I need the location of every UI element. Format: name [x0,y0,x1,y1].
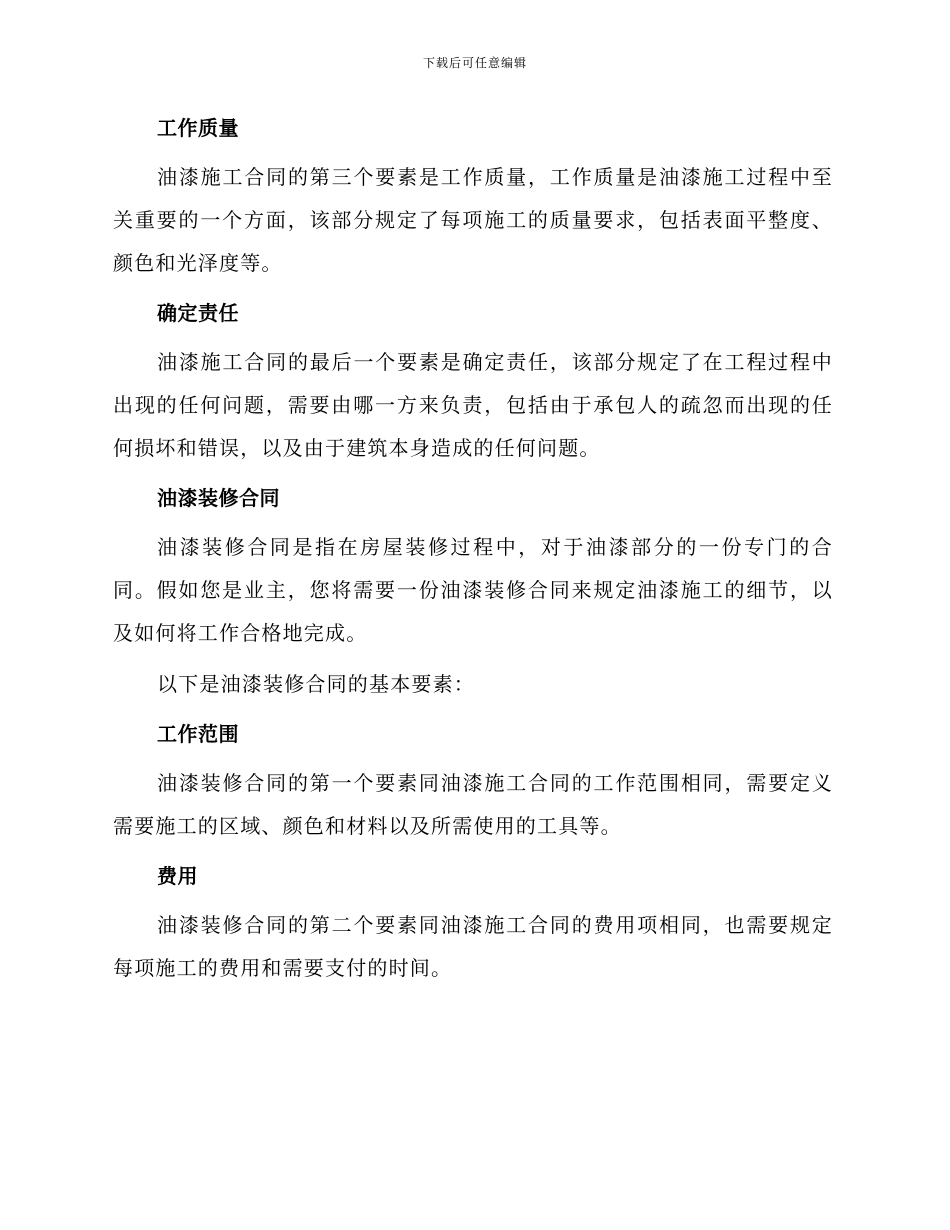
page-header-note: 下载后可任意编辑 [422,56,527,70]
paragraph-work-scope: 油漆装修合同的第一个要素同油漆施工合同的工作范围相同，需要定义需要施工的区域、颜色和材料以及所需使用的工具等。 [113,771,833,838]
section-heading-responsibility: 确定责任 [157,301,239,325]
paragraph-basic-elements-intro: 以下是油漆装修合同的基本要素： [157,672,475,696]
paragraph-cost: 油漆装修合同的第二个要素同油漆施工合同的费用项相同，也需要规定每项施工的费用和需要支付的时间。 [113,913,833,980]
paragraph-paint-decoration-contract: 油漆装修合同是指在房屋装修过程中，对于油漆部分的一份专门的合同。假如您是业主，您将需要一份油漆装修合同来规定油漆施工的细节，以及如何将工作合格地完成。 [113,535,833,645]
section-heading-work-quality: 工作质量 [157,116,239,140]
section-heading-paint-decoration-contract: 油漆装修合同 [157,486,280,510]
paragraph-work-quality: 油漆施工合同的第三个要素是工作质量，工作质量是油漆施工过程中至关重要的一个方面，该部分规定了每项施工的质量要求，包括表面平整度、颜色和光泽度等。 [113,165,833,275]
paragraph-responsibility: 油漆施工合同的最后一个要素是确定责任，该部分规定了在工程过程中出现的任何问题，需要由哪一方来负责，包括由于承包人的疏忽而出现的任何损坏和错误，以及由于建筑本身造成的任何问题。 [113,350,833,460]
section-heading-work-scope: 工作范围 [157,722,239,746]
document-body [113,108,833,998]
section-heading-cost: 费用 [157,864,198,888]
